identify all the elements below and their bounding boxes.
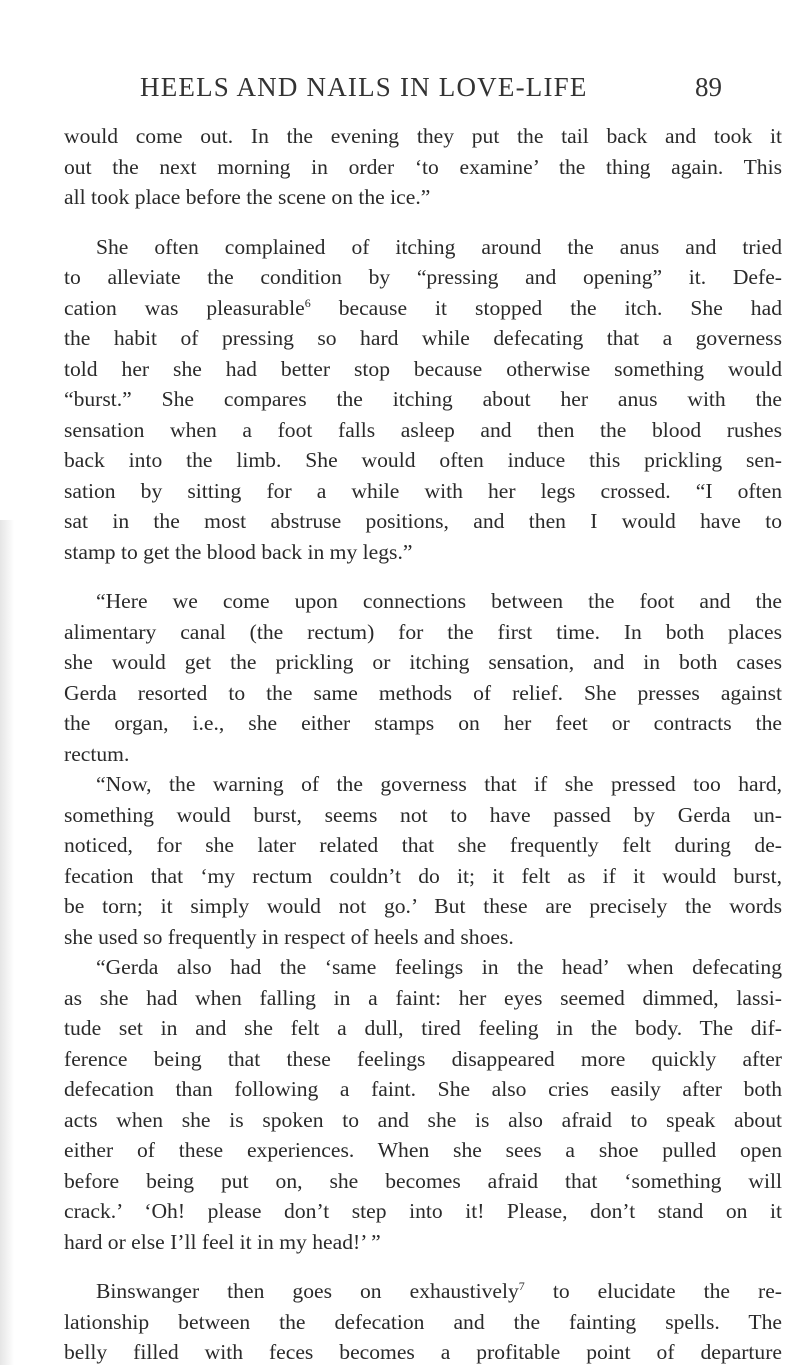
text-line: defecation than following a faint. She also cries easily after both [64, 1077, 782, 1101]
text-line: told her she had better stop because otherwise something would [64, 356, 782, 381]
text-line-with-footnote [64, 293, 782, 324]
text-line: would come out. In the evening they put the tail back and took it [64, 124, 782, 148]
text-line: the organ, i.e., she either stamps on her feet or contracts the [64, 711, 782, 735]
text-line: lationship between the defecation and the fainting spells. The [64, 1309, 782, 1334]
page-header [0, 72, 801, 112]
text-line: tude set in and she felt a dull, tired feeling in the body. The dif- [64, 1016, 782, 1040]
paragraph [64, 232, 782, 568]
text-line: something would burst, seems not to have passed by Gerda un- [64, 802, 782, 827]
text-line: acts when she is spoken to and she is also afraid to speak about [64, 1107, 782, 1132]
text-line: be torn; it simply would not go.’ But these are precisely the words [64, 894, 782, 918]
paragraph [64, 952, 782, 1257]
text-line: noticed, for she later related that she frequently felt during de- [64, 833, 782, 857]
footnote-marker: 7 [518, 1278, 525, 1293]
text-line: “burst.” She compares the itching about her anus with the [64, 387, 782, 411]
text-line: stamp to get the blood back in my legs.” [64, 539, 413, 564]
text-line: sensation when a foot falls asleep and then the blood rushes [64, 417, 782, 442]
text-line: before being put on, she becomes afraid that ‘something will [64, 1168, 782, 1193]
footnote-marker: 6 [304, 295, 311, 310]
text-line: fecation that ‘my rectum couldn’t do it; it felt as if it would burst, [64, 863, 782, 888]
paragraph [64, 1276, 782, 1368]
text-line: back into the limb. She would often induce this prickling sen- [64, 448, 782, 472]
text-line: either of these experiences. When she sees a shoe pulled open [64, 1138, 782, 1162]
text-fragment: because it stopped the itch. She had [310, 295, 782, 320]
text-line: all took place before the scene on the ice.” [64, 185, 431, 209]
text-line: belly filled with feces becomes a profitable point of departure [64, 1340, 782, 1364]
page-number: 89 [695, 72, 722, 102]
page-binding-shadow [0, 520, 14, 1365]
text-line: she used so frequently in respect of heels and shoes. [64, 924, 514, 949]
text-fragment: cation was pleasurable [64, 295, 305, 320]
text-line: as she had when falling in a faint: her eyes seemed dimmed, lassi- [64, 985, 782, 1010]
text-line-with-footnote [64, 1276, 782, 1307]
text-line: sat in the most abstruse positions, and then I would have to [64, 509, 782, 533]
text-line: to alleviate the condition by “pressing and opening” it. Defe- [64, 265, 782, 289]
text-line: crack.’ ‘Oh! please don’t step into it! Please, don’t stand on it [64, 1199, 782, 1223]
text-line: sation by sitting for a while with her legs crossed. “I often [64, 478, 782, 503]
text-line: “Here we come upon connections between the foot and the [96, 589, 782, 613]
text-line: ference being that these feelings disappeared more quickly after [64, 1046, 782, 1071]
text-line: alimentary canal (the rectum) for the first time. In both places [64, 619, 782, 644]
text-line: out the next morning in order ‘to examine’ the thing again. This [64, 154, 782, 179]
paragraph [64, 121, 782, 213]
text-line: the habit of pressing so hard while defecating that a governess [64, 326, 782, 350]
text-fragment: to elucidate the re- [524, 1279, 782, 1303]
paragraph [64, 586, 782, 769]
text-line: She often complained of itching around the anus and tried [96, 234, 782, 259]
text-fragment: Binswanger then goes on exhaustively [96, 1279, 519, 1303]
running-head: HEELS AND NAILS IN LOVE-LIFE [140, 72, 588, 102]
text-line: Gerda resorted to the same methods of relief. She presses against [64, 680, 782, 705]
text-line: “Now, the warning of the governess that if she pressed too hard, [96, 772, 782, 796]
text-line: “Gerda also had the ‘same feelings in the head’ when defecating [96, 955, 782, 979]
text-line: rectum. [64, 741, 130, 766]
text-line: hard or else I’ll feel it in my head!’ ” [64, 1229, 381, 1254]
paragraph [64, 769, 782, 952]
text-line: she would get the prickling or itching sensation, and in both cases [64, 650, 782, 674]
body-text [64, 121, 782, 1368]
